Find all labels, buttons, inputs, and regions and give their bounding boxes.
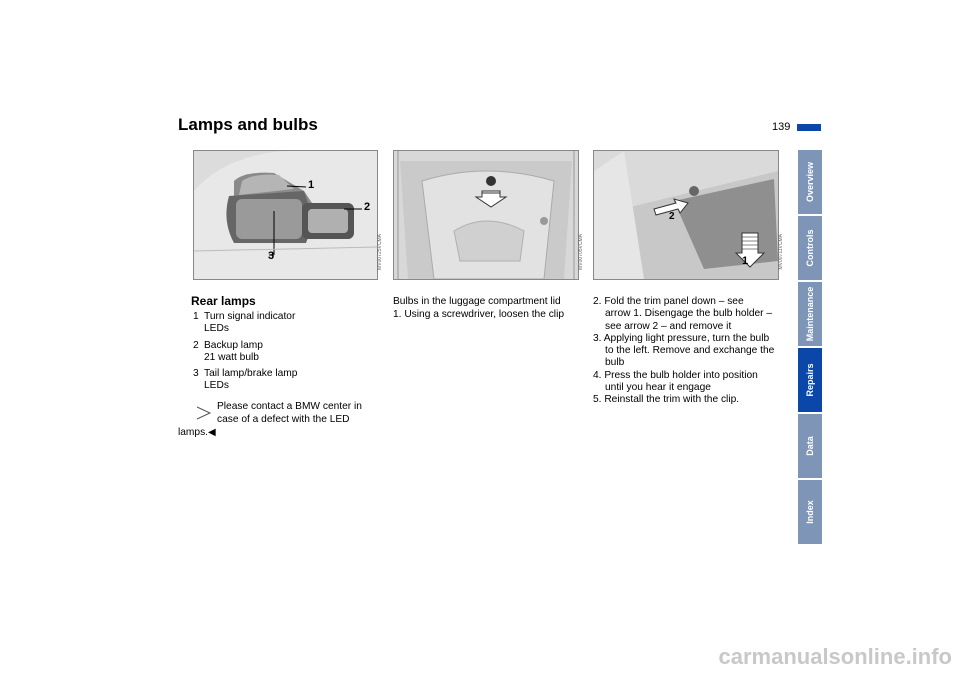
page-title: Lamps and bulbs: [178, 115, 318, 134]
list-item: 2 Backup lamp 21 watt bulb: [193, 339, 263, 363]
tab-index[interactable]: Index: [798, 480, 822, 544]
callout-1: 1: [742, 255, 749, 267]
rear-lamp-photo: [193, 150, 378, 280]
watermark: carmanualsonline.info: [718, 644, 952, 669]
list-item: 3 Tail lamp/brake lamp LEDs: [193, 368, 298, 392]
tab-controls[interactable]: Controls: [798, 216, 822, 280]
list-item: 1 Turn signal indicator LEDs: [193, 311, 296, 335]
section-heading: Rear lamps: [191, 294, 256, 308]
note-icon: [196, 406, 212, 420]
image-code: MV00725VCMA: [377, 234, 383, 270]
luggage-step-1: 1. Using a screwdriver, loosen the clip: [393, 309, 565, 320]
tab-repairs[interactable]: Repairs: [798, 348, 822, 412]
note-line: Please contact a BMW center in: [217, 401, 362, 412]
image-code: MV00711VCMA: [778, 234, 784, 270]
tab-overview[interactable]: Overview: [798, 150, 822, 214]
luggage-lid-photo: [393, 150, 579, 280]
callout-2: 2: [364, 201, 371, 213]
page-number: 139: [772, 121, 791, 133]
page-number-bar: [797, 124, 821, 131]
tab-maintenance[interactable]: Maintenance: [798, 282, 822, 346]
rear-lamp-list: [193, 311, 373, 393]
callout-3: 3: [268, 250, 275, 262]
luggage-intro: Bulbs in the luggage compartment lid: [393, 296, 561, 307]
image-code: MV00705VCMA: [578, 234, 584, 270]
tab-data[interactable]: Data: [798, 414, 822, 478]
callout-1: 1: [308, 179, 315, 191]
note-line: case of a defect with the LED: [217, 414, 350, 425]
steps-list: 2. Fold the trim panel down – see arrow 1. Disengage the bulb holder – see arrow 2 – and remove it 3. Applying light pressure, turn the bulb to the left. Remove and exchange the bulb 4. Press the bulb holder into position until you hear it engage 5. Reinstall the trim with the clip.: [593, 296, 775, 406]
note-line: lamps.◀: [178, 427, 216, 438]
callout-2: 2: [669, 211, 675, 222]
trim-panel-photo: [593, 150, 779, 280]
